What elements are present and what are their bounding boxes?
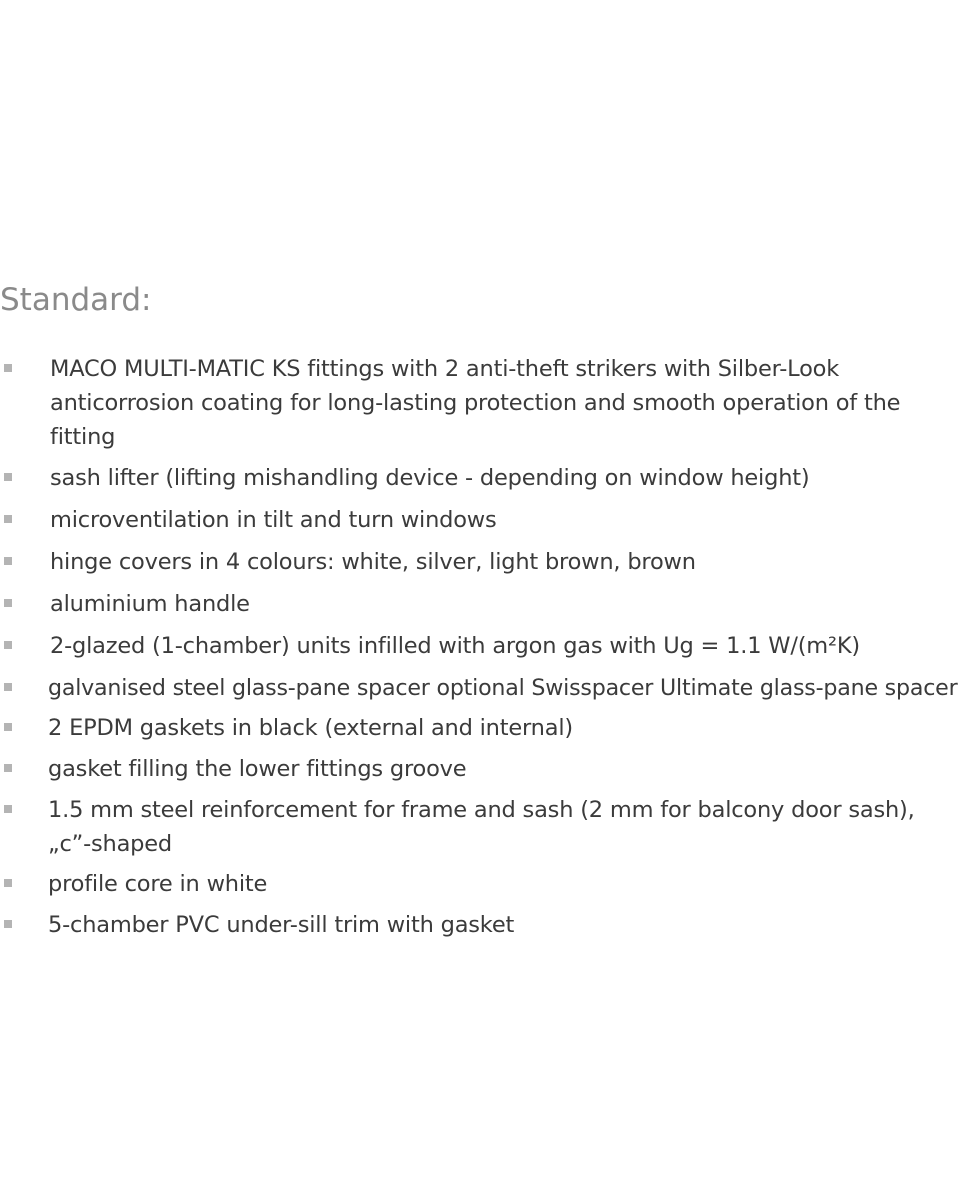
list-item-text: profile core in white xyxy=(48,871,268,897)
bullet-icon xyxy=(4,641,12,649)
list-item xyxy=(0,867,960,901)
list-item xyxy=(0,587,960,621)
section-heading: Standard: xyxy=(0,282,152,318)
list-item xyxy=(0,711,960,745)
list-item xyxy=(0,352,960,454)
bullet-icon xyxy=(4,879,12,887)
list-item xyxy=(0,503,960,537)
list-item xyxy=(0,671,960,705)
bullet-icon xyxy=(4,473,12,481)
list-item-text: 2-glazed (1-chamber) units infilled with argon gas with Ug = 1.1 W/(m²K) xyxy=(50,633,860,659)
list-item-text: galvanised steel glass-pane spacer optional Swisspacer Ultimate glass-pane spacer xyxy=(48,675,958,701)
bullet-icon xyxy=(4,920,12,928)
list-item-text: aluminium handle xyxy=(50,591,250,617)
list-item xyxy=(0,461,960,495)
list-item-text: „c”-shaped xyxy=(48,831,172,857)
bullet-icon xyxy=(4,723,12,731)
list-item xyxy=(0,793,960,861)
bullet-icon xyxy=(4,805,12,813)
bullet-icon xyxy=(4,599,12,607)
list-item-text: gasket filling the lower fittings groove xyxy=(48,756,467,782)
list-item xyxy=(0,908,960,942)
list-item-text: microventilation in tilt and turn windows xyxy=(50,507,497,533)
bullet-icon xyxy=(4,557,12,565)
list-item xyxy=(0,629,960,663)
list-item-text: 2 EPDM gaskets in black (external and internal) xyxy=(48,715,573,741)
list-item xyxy=(0,752,960,786)
list-item-text: MACO MULTI-MATIC KS fittings with 2 anti-theft strikers with Silber-Look xyxy=(50,356,840,382)
bullet-icon xyxy=(4,364,12,372)
list-item-text: anticorrosion coating for long-lasting protection and smooth operation of the xyxy=(50,390,901,416)
list-item-text: hinge covers in 4 colours: white, silver, light brown, brown xyxy=(50,549,696,575)
bullet-icon xyxy=(4,764,12,772)
bullet-icon xyxy=(4,683,12,691)
list-item-text: 5-chamber PVC under-sill trim with gasket xyxy=(48,912,515,938)
list-item-text: fitting xyxy=(50,424,116,450)
bullet-icon xyxy=(4,515,12,523)
list-item-text: 1.5 mm steel reinforcement for frame and sash (2 mm for balcony door sash), xyxy=(48,797,915,823)
list-item-text: sash lifter (lifting mishandling device - depending on window height) xyxy=(50,465,810,491)
list-item xyxy=(0,545,960,579)
